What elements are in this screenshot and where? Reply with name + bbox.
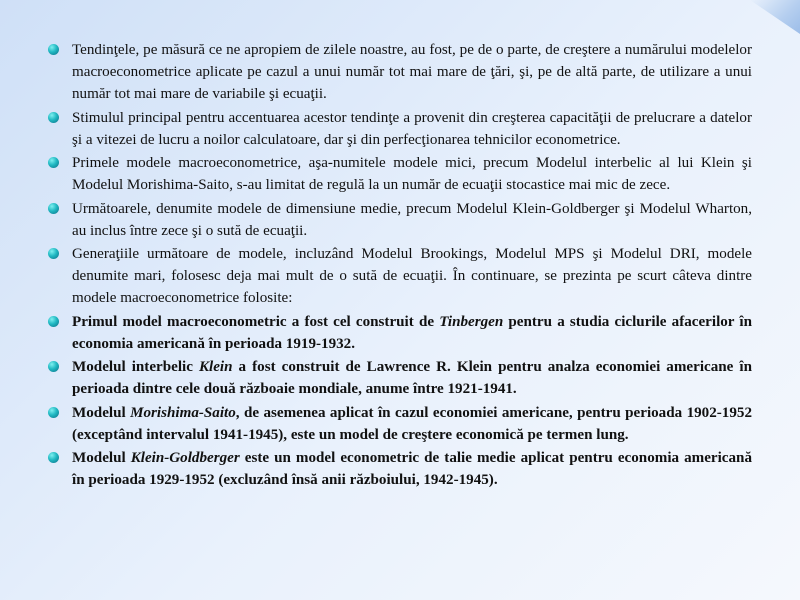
bullet-item [48,447,752,491]
bullet-text: Modelul interbelic [72,359,199,375]
bullet-item [48,356,752,400]
bullet-item [48,243,752,309]
bullet-icon [48,452,59,463]
bullet-item [48,198,752,242]
bullet-item [48,107,752,151]
bullet-icon [48,157,59,168]
bullet-text: Primele modele macroeconometrice, aşa-numitele modele mici, precum Modelul interbelic al lui Klein şi Modelul Morishima-Saito, s-au limitat de regulă la un număr de ecuaţii stocastice mai mic de zece. [72,155,752,193]
bullet-icon [48,112,59,123]
emphasized-name: Klein-Goldberger [130,450,240,466]
bullet-list [48,39,752,493]
bullet-icon [48,316,59,327]
bullet-icon [48,203,59,214]
bullet-text: Modelul [72,450,131,466]
emphasized-name: Klein [198,359,233,375]
bullet-text: este un model econometric de talie medie aplicat pentru economia americană în perioada 1929-1952 (excluzând însă anii războiului, 1942-1945). [72,450,752,488]
bullet-text: Stimulul principal pentru accentuarea acestor tendinţe a provenit din creşterea capacităţii de prelucrare a datelor şi a vitezei de lucru a noilor calculatoare, dar şi din perfecţionarea tehnicilor econometrice. [72,109,752,148]
emphasized-name: Morishima-Saito [130,404,236,421]
bullet-text: Primul model macroeconometric a fost cel construit de [72,313,440,330]
bullet-text: , de asemenea aplicat în cazul economiei americane, pentru perioada 1902-1952 (exceptând intervalul 1941-1945), este un model de creştere economică pe termen lung. [72,404,752,443]
bullet-item [48,402,752,446]
decorative-corner [750,0,800,34]
bullet-item [48,311,752,355]
bullet-text: Modelul [72,404,131,421]
bullet-icon [48,407,59,418]
bullet-text: Tendinţele, pe măsură ce ne apropiem de zilele noastre, au fost, pe de o parte, de creştere a numărului modelelor macroeconometrice aplicate pe cazul a unui număr tot mai mare de ţări, şi, pe de altă parte, de utilizare a unui număr tot mai mare de variabile şi ecuaţii. [72,42,752,102]
bullet-text: Următoarele, denumite modele de dimensiune medie, precum Modelul Klein-Goldberger şi Modelul Wharton, au inclus între zece şi o sută de ecuaţii. [72,200,752,239]
bullet-item [48,39,752,105]
bullet-text: pentru a studia ciclurile afacerilor în economia americană în perioada 1919-1932. [72,313,752,352]
bullet-text: a fost construit de Lawrence R. Klein pentru analza economiei americane în perioada dintre cele două războaie mondiale, anume între 1921-1941. [72,359,752,397]
emphasized-name: Tinbergen [439,313,504,330]
bullet-icon [48,44,59,55]
bullet-item [48,152,752,196]
bullet-icon [48,248,59,259]
bullet-icon [48,361,59,372]
bullet-text: Generaţiile următoare de modele, incluzând Modelul Brookings, Modelul MPS şi Modelul DRI, modele denumite mari, folosesc deja mai mult de o sută de ecuaţii. În continuare, se prezinta pe scurt câteva dintre modele macroeconometrice folosite: [72,246,752,306]
